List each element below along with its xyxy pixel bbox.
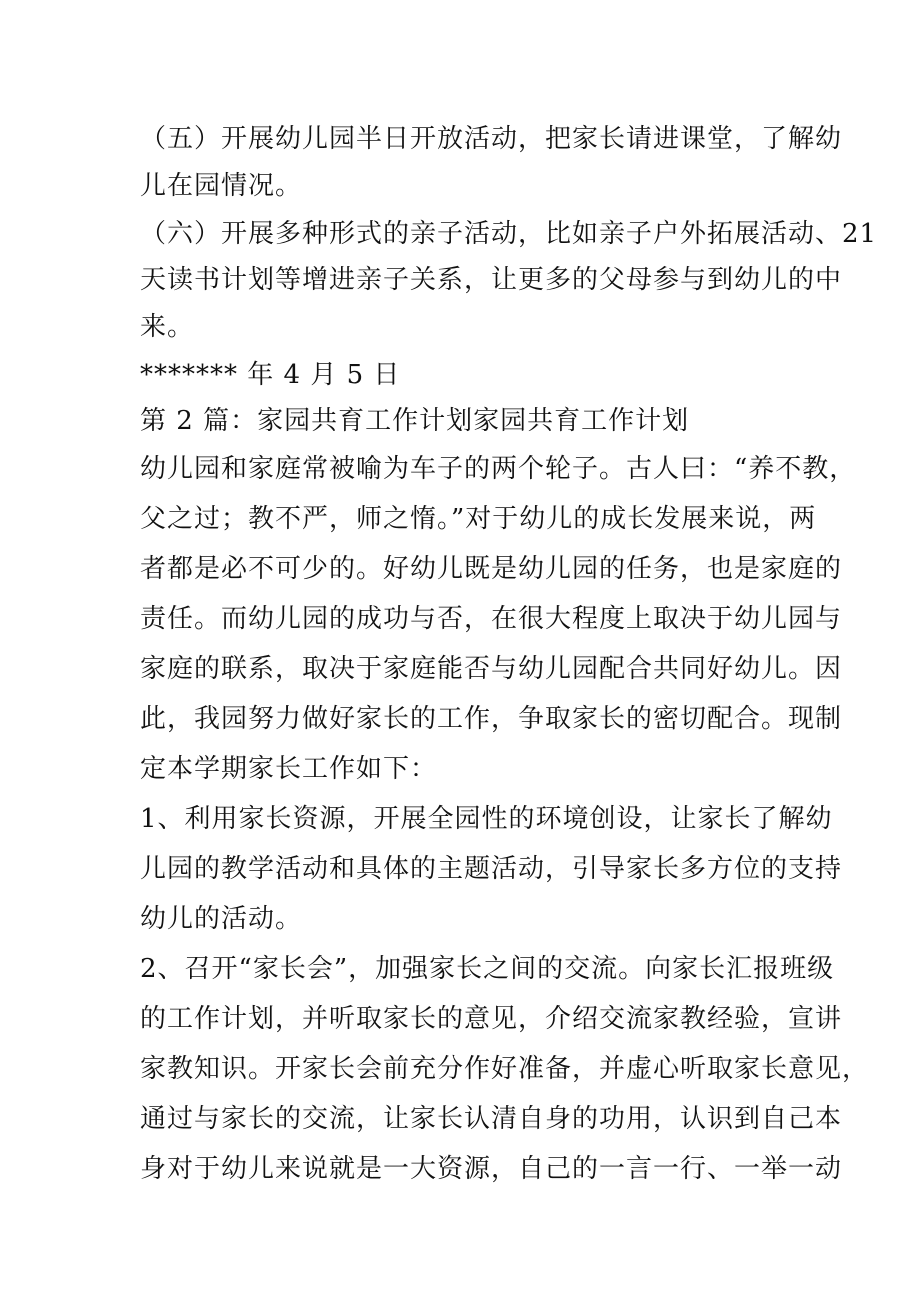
- text-line: （六）开展多种形式的亲子活动，比如亲子户外拓展活动、21: [140, 219, 878, 249]
- section-heading: 第 2 篇：家园共育工作计划家园共育工作计划: [140, 406, 690, 436]
- text-line: 来。: [140, 312, 195, 342]
- list-item-2: 2、召开“家长会”，加强家长之间的交流。向家长汇报班级: [140, 954, 835, 984]
- text-line: 责任。而幼儿园的成功与否，在很大程度上取决于幼儿园与: [140, 604, 843, 634]
- date-line: ******* 年 4 月 5 日: [140, 360, 401, 390]
- text-line: 此，我园努力做好家长的工作，争取家长的密切配合。现制: [140, 704, 843, 734]
- text-line: 定本学期家长工作如下：: [140, 754, 438, 784]
- text-line: 幼儿的活动。: [140, 904, 303, 934]
- text-line: 家教知识。开家长会前充分作好准备，并虚心听取家长意见，: [140, 1054, 870, 1084]
- list-item-1: 1、利用家长资源，开展全园性的环境创设，让家长了解幼: [140, 804, 833, 834]
- text-line: 身对于幼儿来说就是一大资源，自己的一言一行、一举一动: [140, 1154, 843, 1184]
- text-line: 的工作计划，并听取家长的意见，介绍交流家教经验，宣讲: [140, 1004, 843, 1034]
- text-line: 儿在园情况。: [140, 171, 303, 201]
- text-line: 通过与家长的交流，让家长认清自身的功用，认识到自己本: [140, 1104, 843, 1134]
- text-line: 父之过；教不严，师之惰。”对于幼儿的成长发展来说，两: [140, 504, 817, 534]
- text-line: 天读书计划等增进亲子关系，让更多的父母参与到幼儿的中: [140, 265, 843, 295]
- text-line: 儿园的教学活动和具体的主题活动，引导家长多方位的支持: [140, 854, 843, 884]
- text-line: 家庭的联系，取决于家庭能否与幼儿园配合共同好幼儿。因: [140, 654, 843, 684]
- text-line: 幼儿园和家庭常被喻为车子的两个轮子。古人曰：“养不教，: [140, 454, 857, 484]
- text-line: 者都是必不可少的。好幼儿既是幼儿园的任务，也是家庭的: [140, 554, 843, 584]
- document-body: [140, 116, 878, 1194]
- text-line: （五）开展幼儿园半日开放活动，把家长请进课堂，了解幼: [140, 124, 843, 154]
